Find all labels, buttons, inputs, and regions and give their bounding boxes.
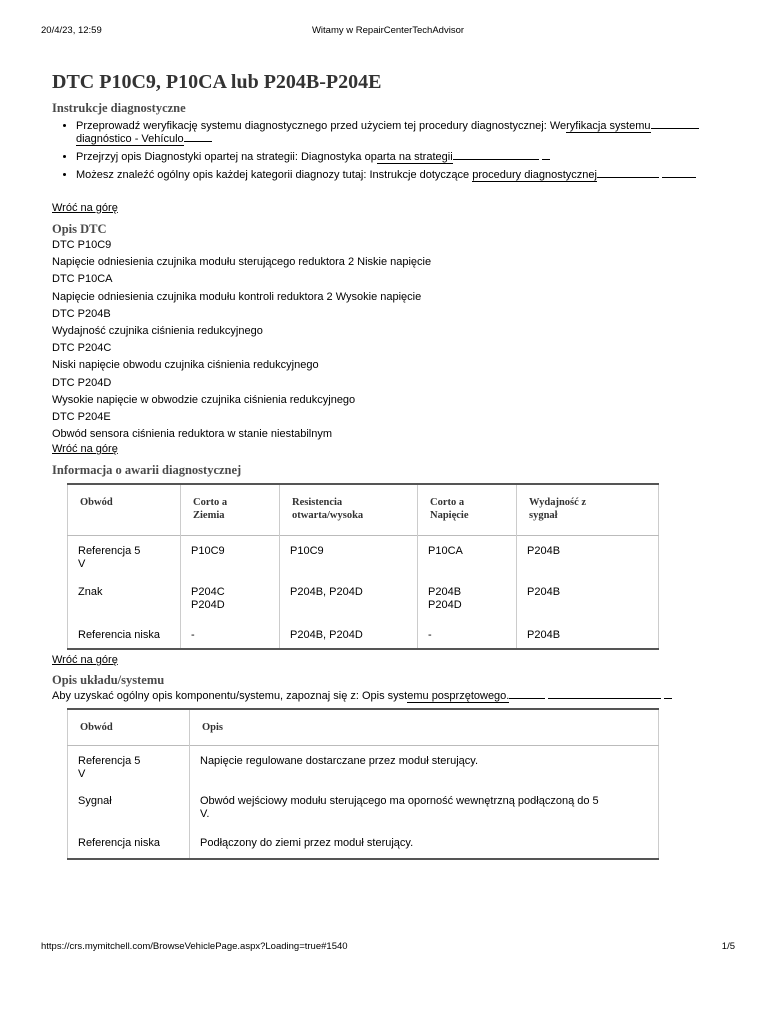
print-datetime: 20/4/23, 12:59 [41,25,102,36]
table-cell: P204B [517,578,659,621]
print-footer [41,941,735,955]
instruction-item: • Możesz znaleźć ogólny opis każdej kategorii diagnozy tutaj: Instrukcje dotyczące procedury diagnostycznej [76,169,732,182]
dtc-description: Obwód sensora ciśnienia reduktora w stanie niestabilnym [52,428,333,441]
table-cell: Napięcie regulowane dostarczane przez moduł sterujący. [190,745,659,787]
table-cell: P10CA [418,535,517,578]
column-header: Resistencia otwarta/wysoka [280,484,418,535]
page-title: DTC P10C9, P10CA lub P204B-P204E [52,71,382,93]
table-cell: Referencja 5 V [78,754,141,780]
table-cell: Obwód wejściowy modułu sterującego ma oporność wewnętrzną podłączoną do 5 V. [190,787,659,829]
dtc-code: DTC P10CA [52,273,113,286]
dtc-description: Wydajność czujnika ciśnienia redukcyjnego [52,325,263,338]
column-header: Corto a Ziemia [181,484,280,535]
print-page-title: Witamy w RepairCenterTechAdvisor [311,25,465,36]
column-header: Obwód [80,497,113,509]
dtc-description: Niski napięcie obwodu czujnika ciśnienia redukcyjnego [52,359,319,372]
dtc-description: Wysokie napięcie w obwodzie czujnika ciśnienia redukcyjnego [52,393,356,406]
failure-info-heading: Informacja o awarii diagnostycznej [52,463,242,478]
document-body [52,70,732,860]
dtc-code: DTC P10C9 [52,239,112,251]
back-to-top-link[interactable]: Wróć na górę [52,443,118,456]
table-cell: P204B P204D [418,578,517,621]
failure-info-table [67,483,659,650]
system-description-link[interactable]: emu posprzętowego. [407,690,510,703]
table-cell: Referencja 5 V [78,544,141,570]
table-cell: P204C P204D [181,578,280,621]
dtc-code: DTC P204E [52,411,111,424]
instruction-link[interactable]: diagnóstico - Vehículo [76,133,184,145]
table-row [68,535,659,578]
table-row [68,578,659,621]
table-cell: Znak [78,586,103,599]
table-cell: P204B, P204D [280,621,418,649]
print-url: https://crs.mymitchell.com/BrowseVehiclePage.aspx?Loading=true#1540 [41,941,348,952]
table-cell: Podłączony do ziemi przez moduł sterujący. [190,829,659,859]
table-cell: - [418,621,517,649]
instruction-link[interactable]: procedury diagnostycznej [472,169,597,181]
instruction-link[interactable]: arta [376,151,396,163]
dtc-description: Napięcie odniesienia czujnika modułu sterującego reduktora 2 Niskie napięcie [52,256,432,269]
system-description-table [67,708,659,860]
dtc-description-heading: Opis DTC [52,222,107,236]
column-header: Opis [190,709,659,745]
table-row [68,787,659,829]
table-row [68,829,659,859]
column-header: Corto a Napięcie [418,484,517,535]
table-row [68,621,659,649]
back-to-top-link[interactable]: Wróć na górę [52,654,118,667]
table-row [68,745,659,787]
instruction-link[interactable]: ryfikacja systemu [566,120,651,132]
table-cell: P204B [517,535,659,578]
column-header: Wydajność z sygnał [517,484,659,535]
dtc-code: DTC P204C [52,342,112,355]
dtc-list [52,237,732,443]
table-cell: Referencja niska [78,837,160,850]
table-cell: Sygnał [78,795,112,808]
instructions-list [52,120,732,182]
table-cell: P10C9 [280,535,418,578]
dtc-description: Napięcie odniesienia czujnika modułu kontroli reduktora 2 Wysokie napięcie [52,290,422,303]
instruction-item: • Przejrzyj opis Diagnostyki opartej na strategii: Diagnostyka oparta na strategii [76,151,732,164]
instructions-heading: Instrukcje diagnostyczne [52,101,186,115]
dtc-code: DTC P204B [52,307,111,320]
print-page-number: 1/5 [721,941,735,952]
dtc-code: DTC P204D [52,376,112,389]
table-cell: P204B, P204D [280,578,418,621]
table-cell: P10C9 [181,535,280,578]
system-description-heading: Opis układu/systemu [52,673,165,688]
instruction-item: • Przeprowadź weryfikację systemu diagnostycznego przed użyciem tej procedury diagnostycznej: Weryfikacja systemu diagnóstico - Vehículo [76,120,732,146]
print-header [41,25,735,39]
back-to-top-link[interactable]: Wróć na górę [52,202,118,214]
column-header: Obwód [80,722,113,734]
table-cell: Referencia niska [78,629,160,642]
table-cell: P204B [517,621,659,649]
system-description-intro: Aby uzyskać ogólny opis komponentu/systemu, zapoznaj się z: Opis systemu posprzętowego. [52,689,732,703]
table-cell: - [181,621,280,649]
